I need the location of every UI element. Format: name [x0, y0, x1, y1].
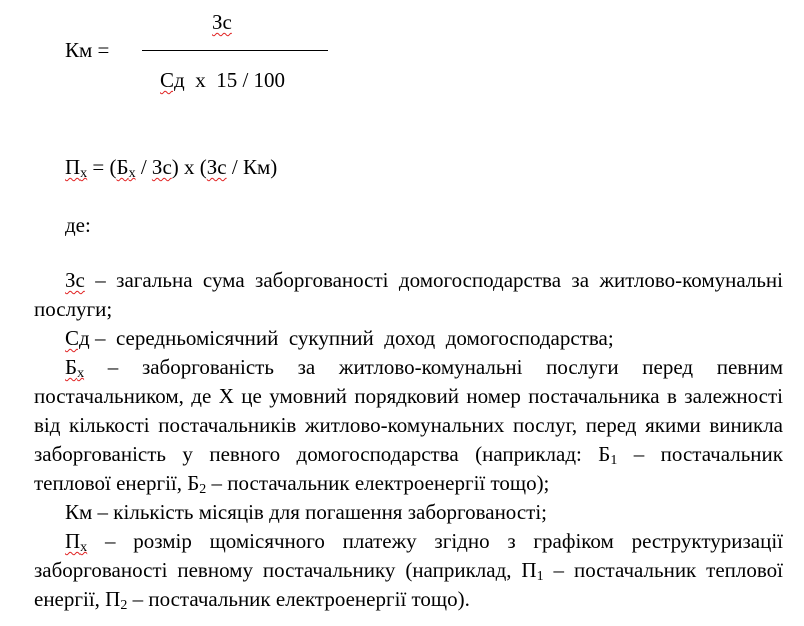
where-label: де: [65, 213, 91, 237]
definition-sd: Сд – середньомісячний сукупний доход домогосподарства; [65, 326, 614, 350]
definition-px: $П_х$ – розмір щомісячного платежу згідно з графіком реструктуризації заборгованості певному постачальнику (наприклад, $П_1$ – постачальник теплової енергії, $П_2$ – постачальник електроенергії тощо). [34, 529, 784, 613]
px-term: $П_х$ [65, 155, 88, 181]
formula-km-denominator [160, 68, 285, 93]
zs-term: Зс [206, 155, 227, 179]
denominator-sd: Сд [160, 68, 185, 92]
bx-term: $Б_х$ [116, 155, 136, 181]
formula-px: $П_х = (Б_х / Зс)$ x (Зс / Км) [65, 155, 278, 181]
definition-km: Км – кількість місяців для погашення заборгованості; [65, 500, 547, 524]
numerator-zs: Зс [212, 10, 232, 34]
fraction-line [142, 50, 328, 51]
definition-zs: Зс – загальна сума заборгованості домогосподарства за житлово-комунальні послуги; [34, 268, 783, 321]
definition-bx: $Б_х$ – заборгованість за житлово-комунальні послуги перед певним постачальником, де Х це умовний порядковий номер постачальника в залежності від кількості постачальників житлово-комунальних послуг, перед якими виникла заборгованість у певного домогосподарства (наприклад: $Б_1$ – постачальник теплової енергії, $Б_2$ – постачальник електроенергії тощо); [34, 355, 783, 497]
zs-term: Зс [151, 155, 172, 179]
formula-km-numerator [212, 10, 232, 35]
definitions-list [34, 266, 783, 614]
formula-km-lhs: Км = [65, 38, 110, 62]
denominator-rest: x 15 / 100 [184, 68, 286, 92]
